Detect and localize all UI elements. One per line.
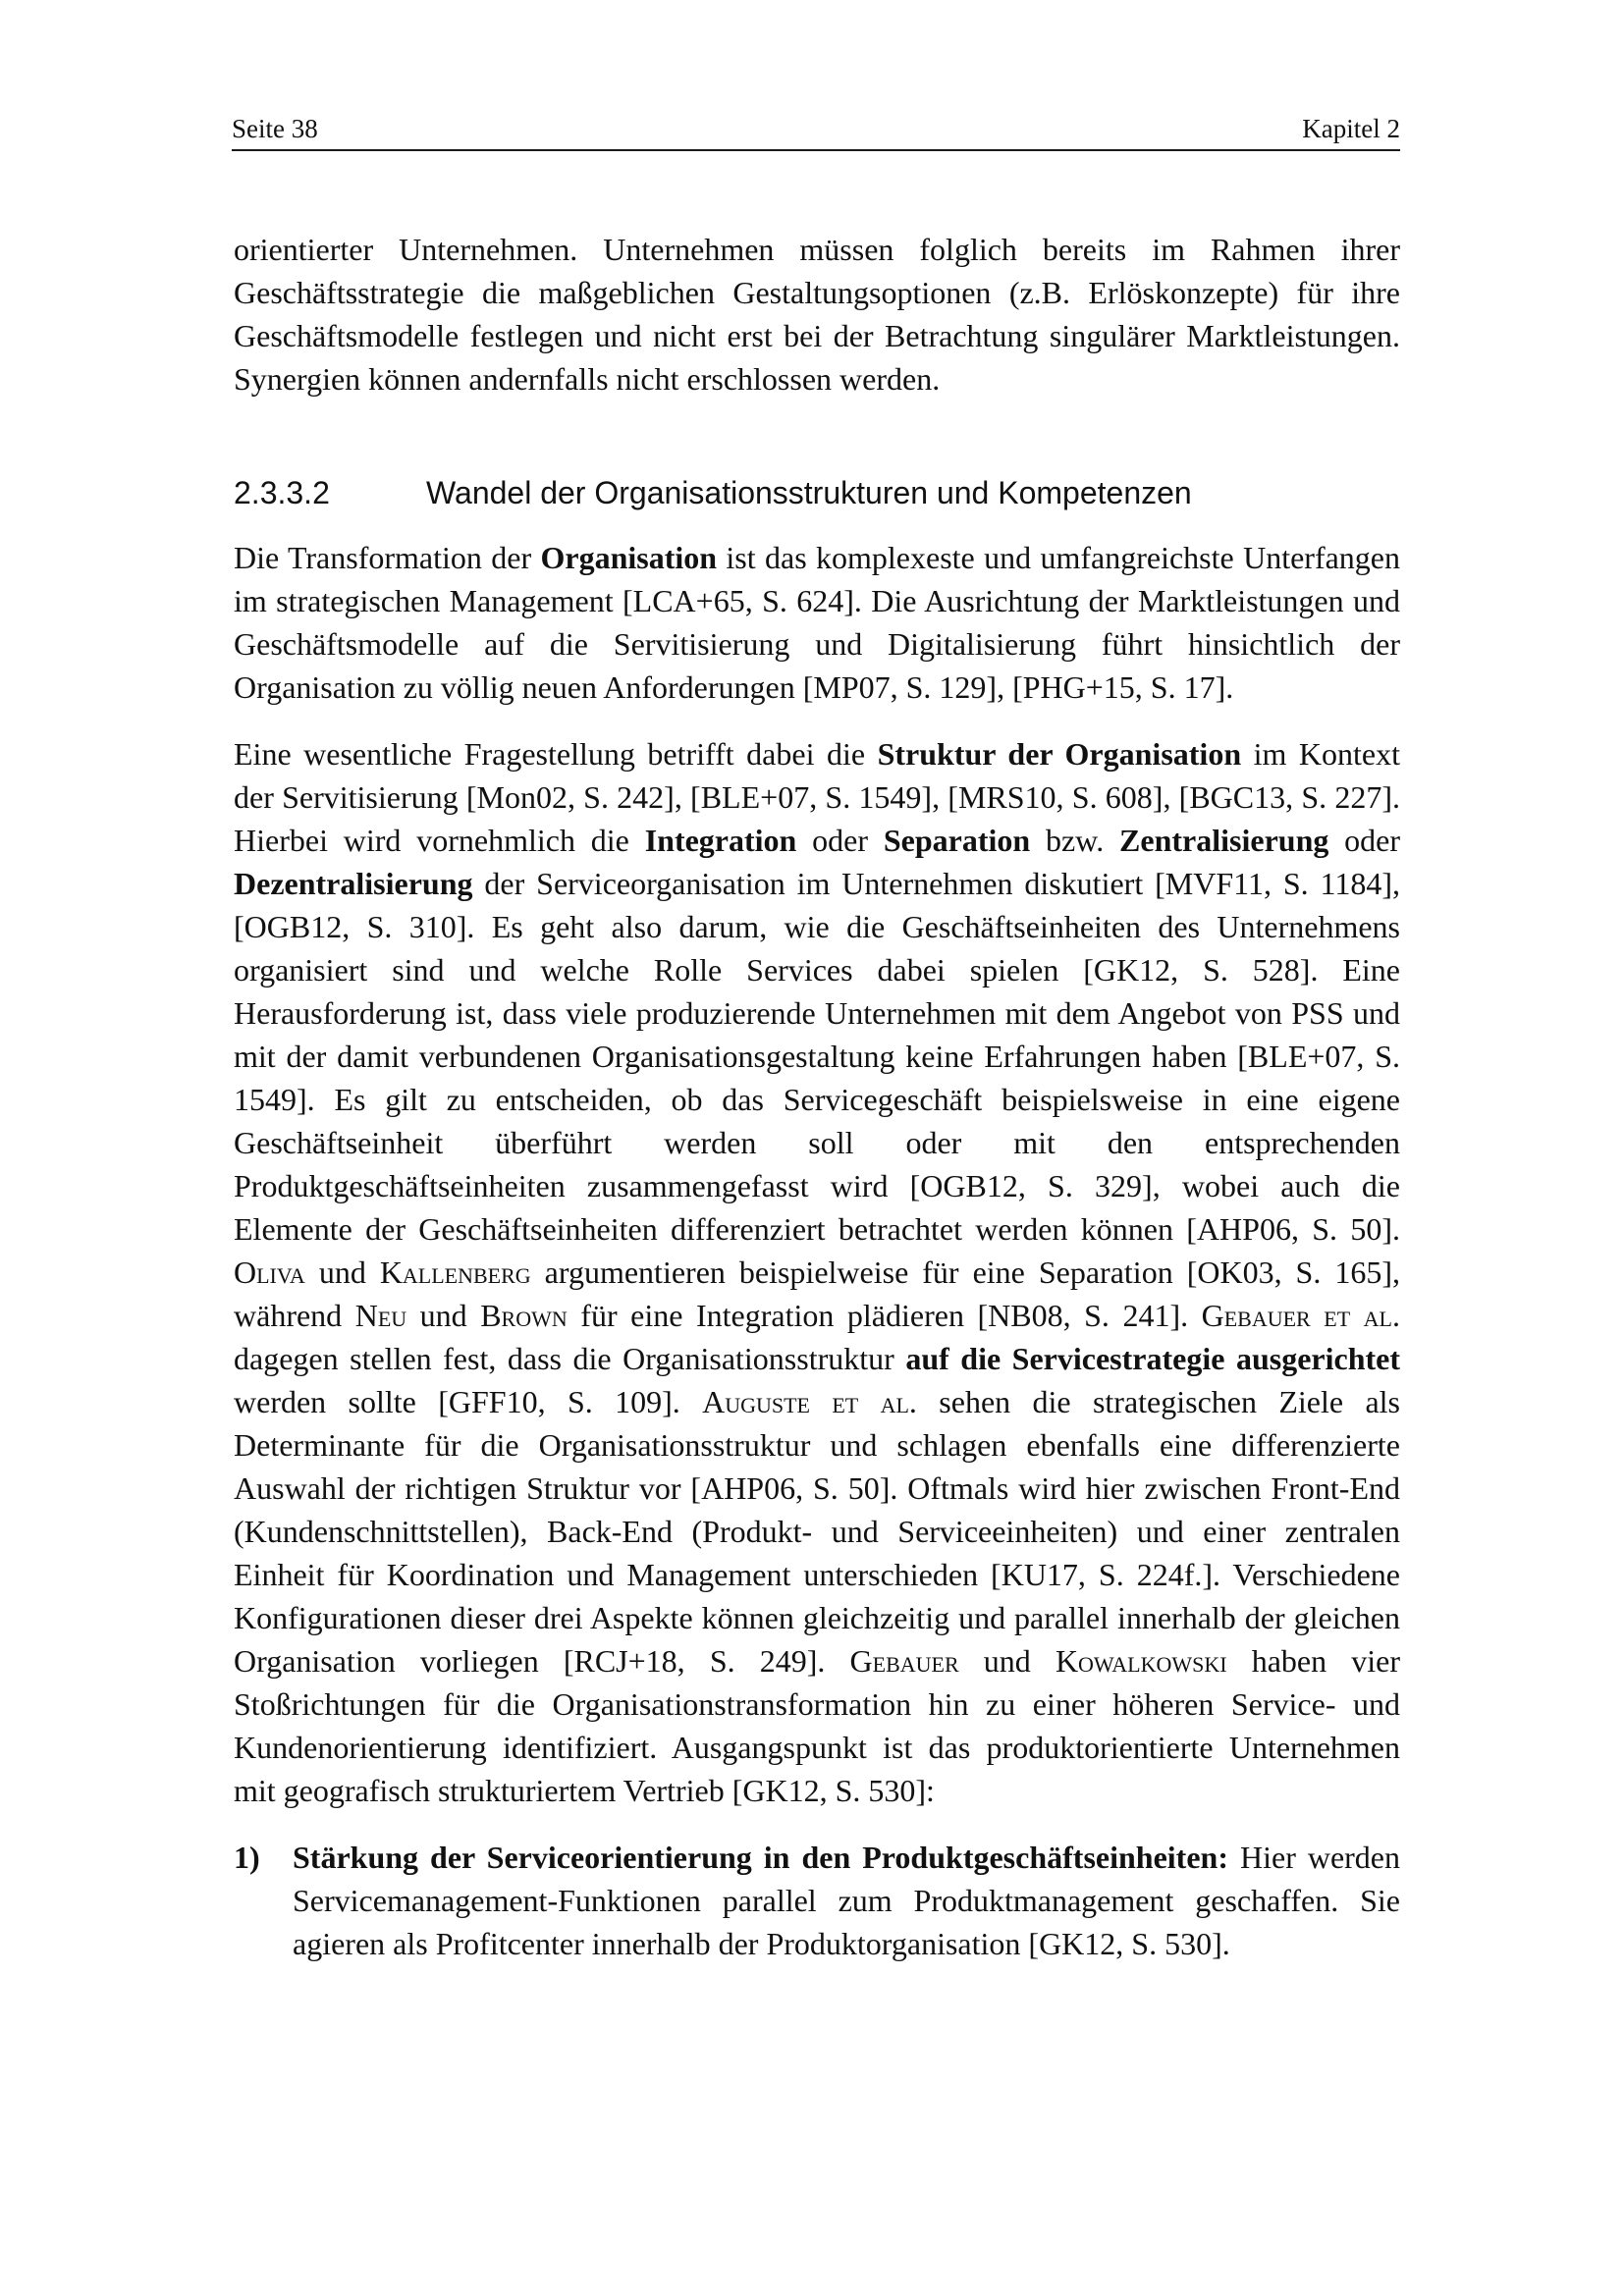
section-heading (234, 471, 1400, 514)
author-name: Kallenberg (379, 1255, 531, 1290)
running-header (232, 106, 1400, 151)
text-run: oder (796, 823, 884, 858)
chapter-label: Kapitel 2 (1302, 114, 1400, 143)
bold-term: Dezentralisierung (234, 866, 473, 901)
text-run: Eine wesentliche Fragestellung betrifft dabei die (234, 736, 878, 772)
bold-term: Integration (644, 823, 797, 858)
list-item-body (293, 1836, 1400, 1965)
section-number: 2.3.3.2 (234, 475, 330, 510)
bold-term: auf die Servicestrategie ausgerichtet (905, 1341, 1401, 1376)
numbered-list (234, 1836, 1400, 1965)
author-name: Neu (354, 1298, 407, 1333)
author-name: Gebauer (849, 1643, 959, 1679)
text-run: ist das komplexeste und umfangreichste Unterfangen im strategischen Management [LCA+65, S. 624]. Die Ausrichtung der Marktleistungen und Geschäftsmodelle auf die Servitisierung und Digitalisierung führt hinsichtlich der Organisation zu völlig neuen Anforderungen [MP07, S. 129], [PHG+15, S. 17]. (234, 540, 1401, 705)
section-title: Wandel der Organisationsstrukturen und Kompetenzen (426, 475, 1192, 510)
text-run: im Kontext der Servitisierung [Mon02, S. 242], [BLE+07, S. 1549], [MRS10, S. 608], [BGC13, S. 227]. Hierbei wird vornehmlich die (234, 736, 1401, 858)
bold-term: Organisation (540, 540, 718, 575)
bold-term: Zentralisierung (1119, 823, 1329, 858)
page-number: Seite 38 (232, 114, 318, 143)
list-item-text: Hier werden Servicemanagement-Funktionen parallel zum Produktmanagement geschaffen. Sie agieren als Profitcenter innerhalb der Produktorganisation [GK12, S. 530]. (293, 1840, 1401, 1961)
text-run: oder (1328, 823, 1401, 858)
bold-term: Struktur der Organisation (877, 736, 1242, 772)
text-run: argumentieren beispielweise für eine Separation [OK03, S. 165], während (234, 1255, 1401, 1333)
text-run: sehen die strategischen Ziele als Determinante für die Organisationsstruktur und schlagen ebenfalls eine differenzierte Auswahl der richtigen Struktur vor [AHP06, S. 50]. Oftmals wird hier zwischen Front-End (Kundenschnittstellen), Back-End (Produkt- und Serviceeinheiten) und einer zentralen Einheit für Koordination und Management unterschieden [KU17, S. 224f.]. Verschiedene Konfigurationen dieser drei Aspekte können gleichzeitig und parallel innerhalb der gleichen Organisation vorliegen [RCJ+18, S. 249]. (234, 1384, 1400, 1679)
text-run: und (406, 1298, 481, 1333)
text-run: für eine Integration plädieren [NB08, S. 241]. (567, 1298, 1202, 1333)
text-run: dagegen stellen fest, dass die Organisationsstruktur (234, 1341, 906, 1376)
intro-paragraph: orientierter Unternehmen. Unternehmen müssen folglich bereits im Rahmen ihrer Geschäftsstrategie die maßgeblichen Gestaltungsoptionen (z.B. Erlöskonzepte) für ihre Geschäftsmodelle festlegen und nicht erst bei der Betrachtung singulärer Marktleistungen. Synergien können andernfalls nicht erschlossen werden. (234, 232, 1400, 397)
text-run: der Serviceorganisation im Unternehmen diskutiert [MVF11, S. 1184], [OGB12, S. 310]. Es geht also darum, wie die Geschäftseinheiten des Unternehmens organisiert sind und welche Rolle Services dabei spielen [GK12, S. 528]. Eine Herausforderung ist, dass viele produzierende Unternehmen mit dem Angebot von PSS und mit der damit verbundenen Organisationsgestaltung keine Erfahrungen haben [BLE+07, S. 1549]. Es gilt zu entscheiden, ob das Servicegeschäft beispielsweise in eine eigene Geschäftseinheit überführt werden soll oder mit den entsprechenden Produktgeschäftseinheiten zusammengefasst wird [OGB12, S. 329], wobei auch die Elemente der Geschäftseinheiten differenziert betrachtet werden können [AHP06, S. 50]. (234, 866, 1400, 1247)
list-item (234, 1836, 1400, 1965)
text-run: und (304, 1255, 380, 1290)
paragraph-organisation-transformation (234, 536, 1400, 709)
text-run: bzw. (1030, 823, 1120, 858)
bold-term: Separation (883, 823, 1031, 858)
text-run: werden sollte [GFF10, S. 109]. (234, 1384, 703, 1419)
author-name: Gebauer et al. (1201, 1298, 1400, 1333)
list-marker: 1) (234, 1840, 260, 1875)
paragraph-organisation-structure (234, 732, 1400, 1812)
author-name: Auguste et al. (702, 1384, 917, 1419)
body-text (234, 228, 1400, 1965)
text-run: und (958, 1643, 1056, 1679)
text-run: Die Transformation der (234, 540, 541, 575)
author-name: Oliva (234, 1255, 305, 1290)
list-item-lead: Stärkung der Serviceorientierung in den Produktgeschäftseinheiten: (293, 1840, 1228, 1875)
author-name: Kowalkowski (1055, 1643, 1227, 1679)
author-name: Brown (480, 1298, 568, 1333)
text-run: haben vier Stoßrichtungen für die Organisationstransformation hin zu einer höheren Service- und Kundenorientierung identifiziert. Ausgangspunkt ist das produktorientierte Unternehmen mit geografisch strukturiertem Vertrieb [GK12, S. 530]: (234, 1643, 1401, 1808)
